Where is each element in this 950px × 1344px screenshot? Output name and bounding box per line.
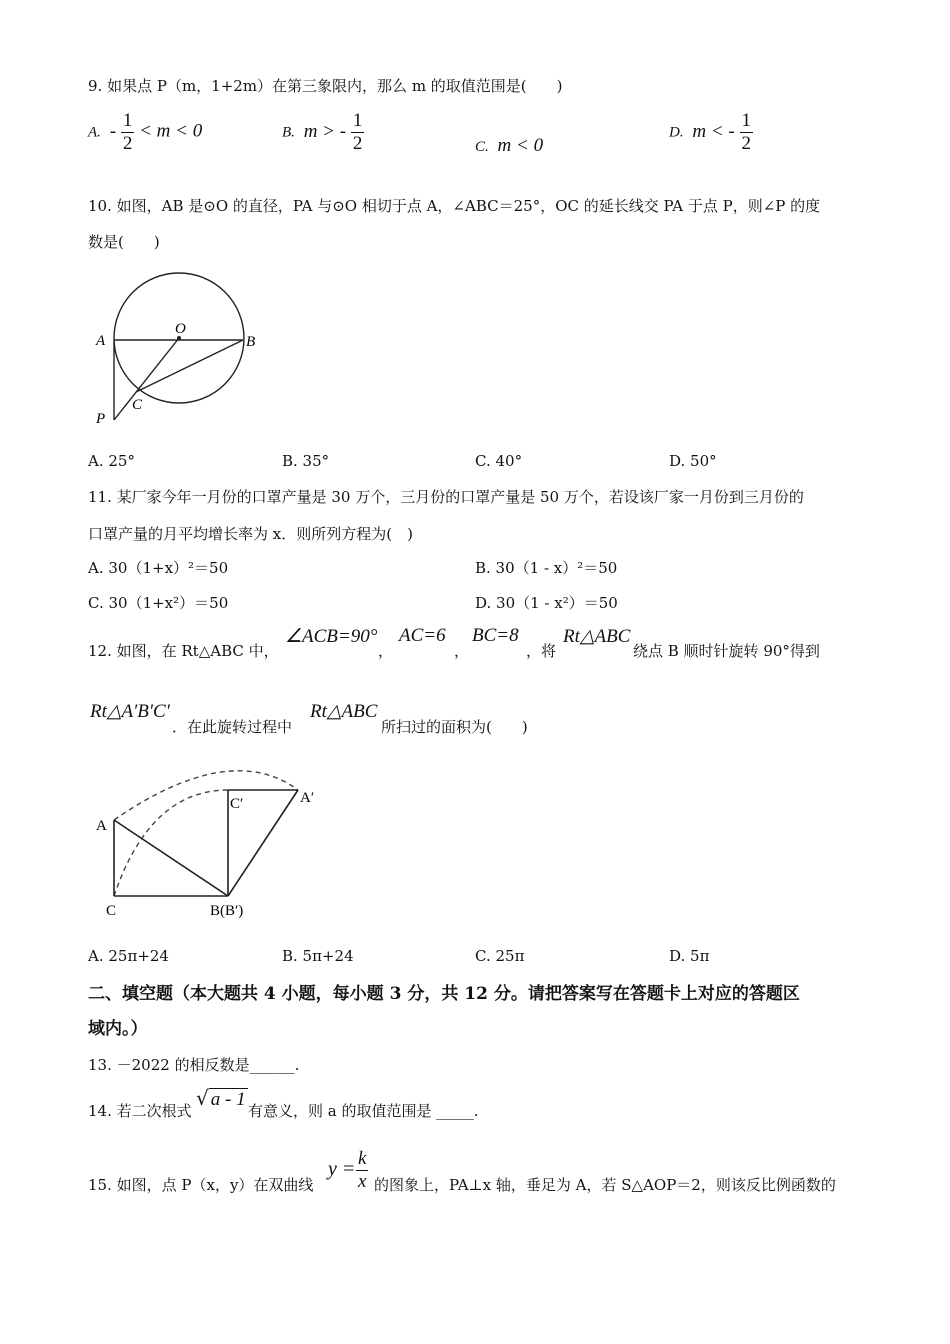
q12-option-a[interactable]: A. 25π+24 <box>88 947 169 965</box>
q12-stem-part4: 所扫过的面积为( ) <box>381 718 528 736</box>
q12-option-b[interactable]: B. 5π+24 <box>282 947 354 965</box>
q9-option-b[interactable]: B. m > - $\frac{1}{2}$ <box>282 110 363 154</box>
q12-rotation-figure <box>90 760 340 925</box>
q12-triangle-abc-2: Rt△ABC <box>310 701 378 722</box>
label-c: C <box>106 903 117 919</box>
label-a: A <box>96 818 107 834</box>
fraction: $\frac{1}{2}$ <box>741 110 752 154</box>
q10-option-c[interactable]: C. 40° <box>475 452 523 470</box>
fraction: $\frac{1}{2}$ <box>122 110 133 154</box>
q12-stem-part2: 绕点 B 顺时针旋转 90°得到 <box>633 642 820 660</box>
q11-stem-line2: 口罩产量的月平均增长率为 x．则所列方程为( ) <box>88 525 413 543</box>
q9-option-c[interactable]: C. m < 0 <box>475 135 544 156</box>
fraction: $\frac{1}{2}$ <box>352 110 363 154</box>
label-b: B(B′) <box>210 903 244 919</box>
q10-stem-line1: 10. 如图，AB 是⊙O 的直径，PA 与⊙O 相切于点 A，∠ABC＝25°，OC 的延长线交 PA 于点 P，则∠P 的度 <box>88 197 821 215</box>
q9-option-a[interactable]: A. - $\frac{1}{2}$ < m < 0 <box>88 110 203 154</box>
label-c-prime: C′ <box>230 796 244 812</box>
q12-comma-2: ， <box>454 642 470 660</box>
q11-option-d[interactable]: D. 30（1 - x²）＝50 <box>475 594 618 612</box>
label-c: C <box>132 397 143 413</box>
label-a: A <box>96 333 106 349</box>
label-p: P <box>96 411 106 427</box>
q11-option-c[interactable]: C. 30（1+x²）＝50 <box>88 594 229 612</box>
q12-triangle-abc: Rt△ABC <box>563 626 631 647</box>
chord-bc <box>136 340 243 392</box>
q15-pre: 15. 如图，点 P（x，y）在双曲线 <box>88 1176 314 1194</box>
label-b: B <box>246 334 256 350</box>
q12-stem-part3: ．在此旋转过程中 <box>172 718 293 736</box>
side-ab <box>114 820 228 896</box>
q15-post: 的图象上，PA⊥x 轴，垂足为 A，若 S△AOP＝2，则该反比例函数的 <box>374 1176 836 1194</box>
q12-bc-value: BC=8 <box>472 625 519 646</box>
q9-option-d[interactable]: D. m < - $\frac{1}{2}$ <box>669 110 752 154</box>
section-2-heading-line1: 二、填空题（本大题共 4 小题，每小题 3 分，共 12 分。请把答案写在答题卡上对应的答题区 <box>88 984 800 1004</box>
arc-a-to-a2 <box>114 771 298 820</box>
q10-option-a[interactable]: A. 25° <box>88 452 135 470</box>
q12-option-d[interactable]: D. 5π <box>669 947 710 965</box>
q11-stem-line1: 11. 某厂家今年一月份的口罩产量是 30 万个，三月份的口罩产量是 50 万个，若设该厂家一月份到三月份的 <box>88 488 804 506</box>
q10-option-d[interactable]: D. 50° <box>669 452 717 470</box>
q12-angle-acb: ∠ACB=90° <box>285 626 378 647</box>
q10-option-b[interactable]: B. 35° <box>282 452 330 470</box>
q11-option-b[interactable]: B. 30（1 - x）²＝50 <box>475 559 618 577</box>
q10-stem-line2: 数是( ) <box>88 233 160 251</box>
q15-fraction: $\frac{k}{x}$ <box>358 1148 367 1192</box>
q9-stem: 9. 如果点 P（m，1+2m）在第三象限内，那么 m 的取值范围是( ) <box>88 77 563 95</box>
q12-comma-1: ， <box>378 642 394 660</box>
q10-circle-figure <box>90 268 270 428</box>
q13-text: 13. －2022 的相反数是______. <box>88 1056 300 1074</box>
q12-option-c[interactable]: C. 25π <box>475 947 525 965</box>
label-o: O <box>175 321 186 337</box>
arc-c-to-c2 <box>114 790 228 896</box>
line-op <box>114 338 179 420</box>
q12-triangle-rotated: Rt△A′B′C′ <box>90 701 170 722</box>
q12-comma-3: ，将 <box>526 642 557 660</box>
sqrt-icon: √ <box>196 1086 209 1110</box>
q12-stem-part1: 12. 如图，在 Rt△ABC 中， <box>88 642 279 660</box>
q12-ac-value: AC=6 <box>399 625 446 646</box>
label-a-prime: A′ <box>300 790 315 806</box>
q14-pre: 14. 若二次根式 <box>88 1102 192 1120</box>
q15-lhs: y = <box>328 1158 356 1180</box>
section-2-heading-line2: 域内。） <box>88 1019 148 1039</box>
q14-post: 有意义，则 a 的取值范围是 _____. <box>248 1102 479 1120</box>
q11-option-a[interactable]: A. 30（1+x）²＝50 <box>88 559 229 577</box>
q14-radical: √ a - 1 <box>196 1086 246 1110</box>
